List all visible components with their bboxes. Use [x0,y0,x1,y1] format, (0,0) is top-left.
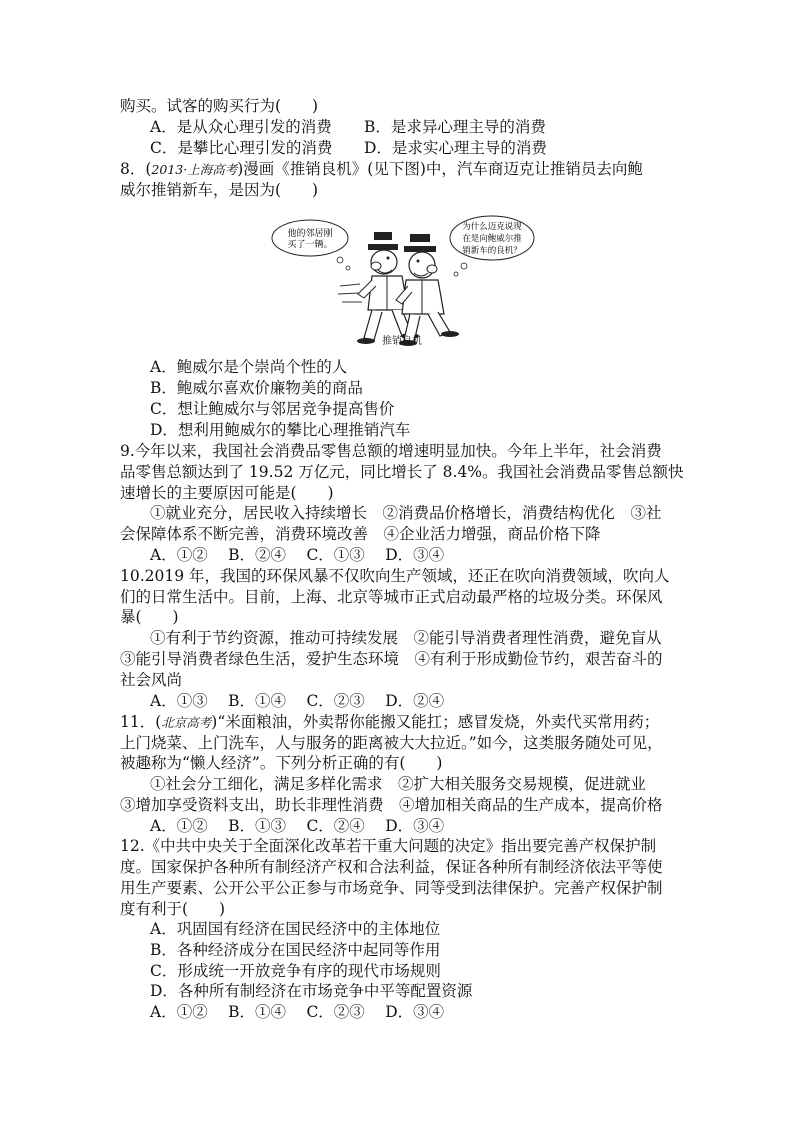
q12-stem-line4: 度有利于( ) [120,900,226,918]
bubble-dot [454,272,458,276]
right-bubble-line3: 销新车的良机？ [462,246,522,256]
q7-option-a: A．是从众心理引发的消费 [150,118,332,136]
q12-option-d: D．各种所有制经济在市场竞争中平等配置资源 [150,982,473,1000]
q8-stem-line2: 威尔推销新车，是因为( ) [120,181,319,199]
q10-statements-line3: 社会风尚 [120,671,183,689]
bubble-dot [346,266,350,270]
q9-options: A．①② B．②④ C．①③ D．③④ [150,546,445,564]
q8-option-b: B．鲍威尔喜欢价廉物美的商品 [150,379,363,397]
q12-options: A．①② B．①④ C．②③ D．③④ [150,1003,445,1021]
q10-stem-line1: 10.2019 年，我国的环保风暴不仅吹向生产领域，还正在吹向消费领域，吹向人 [120,567,670,585]
cartoon-illustration [268,214,536,350]
q12-option-b: B．各种经济成分在国民经济中起同等作用 [150,941,441,959]
q8-source: 2013·上海高考 [151,162,238,177]
q11-number: 11．( [120,713,162,731]
q12-option-c: C．形成统一开放竞争有序的现代市场规则 [150,962,441,980]
q9-stem-line2: 品零售总额达到了 19.52 万亿元，同比增长了 8.4%。我国社会消费品零售总额快 [120,463,684,481]
q11-stem-line2: 上门烧菜、上门洗车，人与服务的距离被大大拉近。”如今，这类服务随处可见， [120,734,663,752]
q11-options: A．①② B．①③ C．②④ D．③④ [150,817,445,835]
q12-stem-line1: 12.《中共中央关于全面深化改革若干重大问题的决定》指出要完善产权保护制 [120,837,657,855]
q8-option-a: A．鲍威尔是个崇尚个性的人 [150,358,348,376]
q10-stem-line2: 们的日常生活中。目前，上海、北京等城市正式启动最严格的垃圾分类。环保风 [120,588,663,606]
q7-option-c: C．是攀比心理引发的消费 [150,139,333,157]
q11-statements-line1: ①社会分工细化，满足多样化需求 ②扩大相关服务交易规模，促进就业 [150,775,647,793]
q11-stem-line1 [120,712,659,733]
bubble-dot [337,257,343,263]
q10-stem-line3: 暴( ) [120,608,179,626]
q9-statements-line1: ①就业充分，居民收入持续增长 ②消费品价格增长，消费结构优化 ③社 [150,504,662,522]
q11-text: )“米面粮油，外卖帮你能搬又能扛；感冒发烧，外卖代买常用药； [211,713,660,731]
q9-statements-line2: 会保障体系不断完善，消费环境改善 ④企业活力增强，商品价格下降 [120,525,601,543]
q9-stem-line3: 速增长的主要原因可能是( ) [120,484,334,502]
q8-number: 8．( [120,160,152,178]
q8-text: )漫画《推销良机》(见下图)中，汽车商迈克让推销员去向鲍 [237,160,643,178]
left-bubble-line2: 买了一辆。 [287,240,333,250]
cartoon-caption: 推销良机 [382,336,422,347]
q7-option-d: D．是求实心理主导的消费 [364,139,547,157]
q11-statements-line2: ③增加享受资料支出，助长非理性消费 ④增加相关商品的生产成本，提高价格 [120,796,663,814]
q11-source: 北京高考 [161,715,212,730]
q10-statements-line2: ③能引导消费者绿色生活，爱护生态环境 ④有利于形成勤俭节约，艰苦奋斗的 [120,650,663,668]
q10-statements-line1: ①有利于节约资源，推动可持续发展 ②能引导消费者理性消费，避免盲从 [150,629,662,647]
q12-stem-line3: 用生产要素、公开公平公正参与市场竞争、同等受到法律保护。完善产权保护制 [120,879,663,897]
q12-option-a: A．巩固国有经济在国民经济中的主体地位 [150,920,441,938]
q8-option-c: C．想让鲍威尔与邻居竞争提高售价 [150,400,395,418]
right-bubble-line1: 为什么迈克说现 [462,222,522,232]
q12-stem-line2: 度。国家保护各种所有制经济产权和合法利益，保证各种所有制经济依法平等使 [120,858,663,876]
q11-stem-line3: 被趣称为“懒人经济”。下列分析正确的有( ) [120,754,443,772]
q7-stem: 购买。试客的购买行为( ) [120,97,319,115]
q9-stem-line1: 9.今年以来，我国社会消费品零售总额的增速明显加快。今年上半年，社会消费 [120,442,662,460]
left-bubble-line1: 他的邻居刚 [287,229,333,239]
bubble-dot [461,263,467,269]
q7-option-b: B．是求异心理主导的消费 [364,118,546,136]
q8-option-d: D．想利用鲍威尔的攀比心理推销汽车 [150,421,411,439]
q10-options: A．①③ B．①④ C．②③ D．②④ [150,692,445,710]
q8-stem-line1 [120,159,643,180]
right-bubble-line2: 在是向鲍威尔推 [462,234,522,244]
